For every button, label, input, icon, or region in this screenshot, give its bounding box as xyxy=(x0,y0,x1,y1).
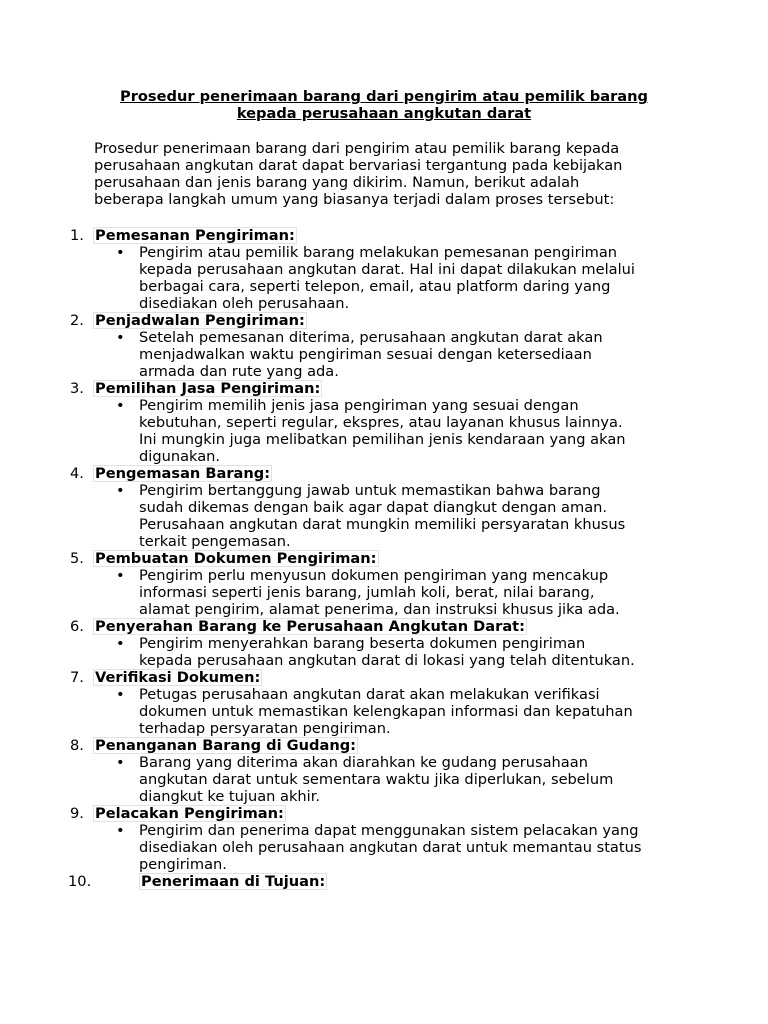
title-line-2: kepada perusahaan angkutan darat xyxy=(236,105,532,122)
bullet-text-line: Ini mungkin juga melibatkan pemilihan jenis kendaraan yang akan xyxy=(139,431,626,448)
bullet-text-line: kebutuhan, seperti regular, ekspres, atau layanan khusus lainnya. xyxy=(139,414,623,431)
list-item-bullet xyxy=(0,822,679,873)
bullet-text-line: Perusahaan angkutan darat mungkin memiliki persyaratan khusus xyxy=(139,516,626,533)
bullet-dot-icon: • xyxy=(116,329,125,346)
intro-line: beberapa langkah umum yang biasanya terjadi dalam proses tersebut: xyxy=(94,191,615,208)
list-item-header xyxy=(0,805,768,822)
bullet-text-line: kepada perusahaan angkutan darat. Hal ini dapat dilakukan melalui xyxy=(139,261,635,278)
list-item-bullet xyxy=(0,686,679,737)
bullet-text-line: Pengirim atau pemilik barang melakukan pemesanan pengiriman xyxy=(139,244,618,261)
list-item-heading: Penerimaan di Tujuan: xyxy=(141,873,326,890)
bullet-text-line: alamat pengirim, alamat penerima, dan instruksi khusus jika ada. xyxy=(139,601,620,618)
intro-line: Prosedur penerimaan barang dari pengirim atau pemilik barang kepada xyxy=(94,140,620,157)
bullet-text-line: Pengirim memilih jenis jasa pengiriman yang sesuai dengan xyxy=(139,397,579,414)
bullet-text-line: Barang yang diterima akan diarahkan ke gudang perusahaan xyxy=(139,754,588,771)
bullet-dot-icon: • xyxy=(116,635,125,652)
bullet-text-line: menjadwalkan waktu pengiriman sesuai dengan ketersediaan xyxy=(139,346,592,363)
list-item-header xyxy=(0,380,768,397)
list-item-header xyxy=(0,669,768,686)
bullet-text-line: informasi seperti jenis barang, jumlah koli, berat, nilai barang, xyxy=(139,584,595,601)
list-item-heading: Penyerahan Barang ke Perusahaan Angkutan Darat: xyxy=(95,618,525,635)
intro-line: perusahaan dan jenis barang yang dikirim. Namun, berikut adalah xyxy=(94,174,580,191)
bullet-dot-icon: • xyxy=(116,754,125,771)
list-item-heading: Pemilihan Jasa Pengiriman: xyxy=(95,380,321,397)
bullet-text-line: Petugas perusahaan angkutan darat akan melakukan verifikasi xyxy=(139,686,600,703)
bullet-dot-icon: • xyxy=(116,822,125,839)
list-item-number: 2. xyxy=(70,312,84,329)
list-item xyxy=(0,312,768,380)
bullet-text-line: Pengirim dan penerima dapat menggunakan sistem pelacakan yang xyxy=(139,822,639,839)
list-item-header xyxy=(0,737,768,754)
list-item-header xyxy=(0,618,768,635)
list-item xyxy=(0,873,768,890)
list-item-number: 6. xyxy=(70,618,84,635)
bullet-text-line: diangkut ke tujuan akhir. xyxy=(139,788,321,805)
list-item xyxy=(0,669,768,737)
bullet-dot-icon: • xyxy=(116,397,125,414)
list-item-number: 9. xyxy=(70,805,84,822)
list-item-bullet xyxy=(0,754,679,805)
bullet-text-line: terhadap persyaratan pengiriman. xyxy=(139,720,391,737)
list-item-heading: Verifikasi Dokumen: xyxy=(95,669,261,686)
list-item xyxy=(0,805,768,873)
list-item-heading: Pemesanan Pengiriman: xyxy=(95,227,295,244)
bullet-text-line: Pengirim menyerahkan barang beserta dokumen pengiriman xyxy=(139,635,586,652)
list-item-number: 3. xyxy=(70,380,84,397)
bullet-text-line: sudah dikemas dengan baik agar dapat diangkut dengan aman. xyxy=(139,499,608,516)
list-item-number: 1. xyxy=(70,227,84,244)
document-title xyxy=(0,88,768,122)
list-item-bullet xyxy=(0,329,679,380)
list-item-number: 7. xyxy=(70,669,84,686)
intro-line: perusahaan angkutan darat dapat bervariasi tergantung pada kebijakan xyxy=(94,157,623,174)
list-item-bullet xyxy=(0,244,679,312)
title-line-1: Prosedur penerimaan barang dari pengirim atau pemilik barang xyxy=(120,88,648,105)
bullet-dot-icon: • xyxy=(116,567,125,584)
list-item-heading: Pengemasan Barang: xyxy=(95,465,271,482)
bullet-text-line: disediakan oleh perusahaan. xyxy=(139,295,350,312)
bullet-text-line: kepada perusahaan angkutan darat di lokasi yang telah ditentukan. xyxy=(139,652,635,669)
list-item-header xyxy=(0,873,768,890)
list-item-heading: Penanganan Barang di Gudang: xyxy=(95,737,357,754)
list-item xyxy=(0,550,768,618)
bullet-text-line: angkutan darat untuk sementara waktu jika diperlukan, sebelum xyxy=(139,771,614,788)
bullet-text-line: pengiriman. xyxy=(139,856,227,873)
bullet-text-line: disediakan oleh perusahaan angkutan darat untuk memantau status xyxy=(139,839,642,856)
bullet-text-line: terkait pengemasan. xyxy=(139,533,291,550)
intro-paragraph xyxy=(94,140,684,208)
list-item xyxy=(0,227,768,312)
bullet-text-line: Setelah pemesanan diterima, perusahaan angkutan darat akan xyxy=(139,329,603,346)
bullet-text-line: digunakan. xyxy=(139,448,221,465)
list-item-bullet xyxy=(0,635,679,669)
list-item-number: 4. xyxy=(70,465,84,482)
bullet-dot-icon: • xyxy=(116,244,125,261)
list-item-header xyxy=(0,312,768,329)
bullet-text-line: berbagai cara, seperti telepon, email, atau platform daring yang xyxy=(139,278,611,295)
list-item-bullet xyxy=(0,482,679,550)
list-item xyxy=(0,465,768,550)
bullet-dot-icon: • xyxy=(116,482,125,499)
list-item xyxy=(0,618,768,669)
bullet-text-line: Pengirim perlu menyusun dokumen pengiriman yang mencakup xyxy=(139,567,609,584)
list-item-heading: Penjadwalan Pengiriman: xyxy=(95,312,305,329)
numbered-step-list xyxy=(0,227,768,890)
list-item-heading: Pelacakan Pengiriman: xyxy=(95,805,284,822)
list-item-header xyxy=(0,227,768,244)
list-item xyxy=(0,380,768,465)
list-item xyxy=(0,737,768,805)
list-item-bullet xyxy=(0,397,679,465)
bullet-dot-icon: • xyxy=(116,686,125,703)
list-item-header xyxy=(0,465,768,482)
list-item-number: 10. xyxy=(68,873,92,890)
list-item-header xyxy=(0,550,768,567)
list-item-number: 5. xyxy=(70,550,84,567)
bullet-text-line: armada dan rute yang ada. xyxy=(139,363,339,380)
bullet-text-line: Pengirim bertanggung jawab untuk memastikan bahwa barang xyxy=(139,482,601,499)
list-item-number: 8. xyxy=(70,737,84,754)
bullet-text-line: dokumen untuk memastikan kelengkapan informasi dan kepatuhan xyxy=(139,703,633,720)
list-item-bullet xyxy=(0,567,679,618)
list-item-heading: Pembuatan Dokumen Pengiriman: xyxy=(95,550,377,567)
